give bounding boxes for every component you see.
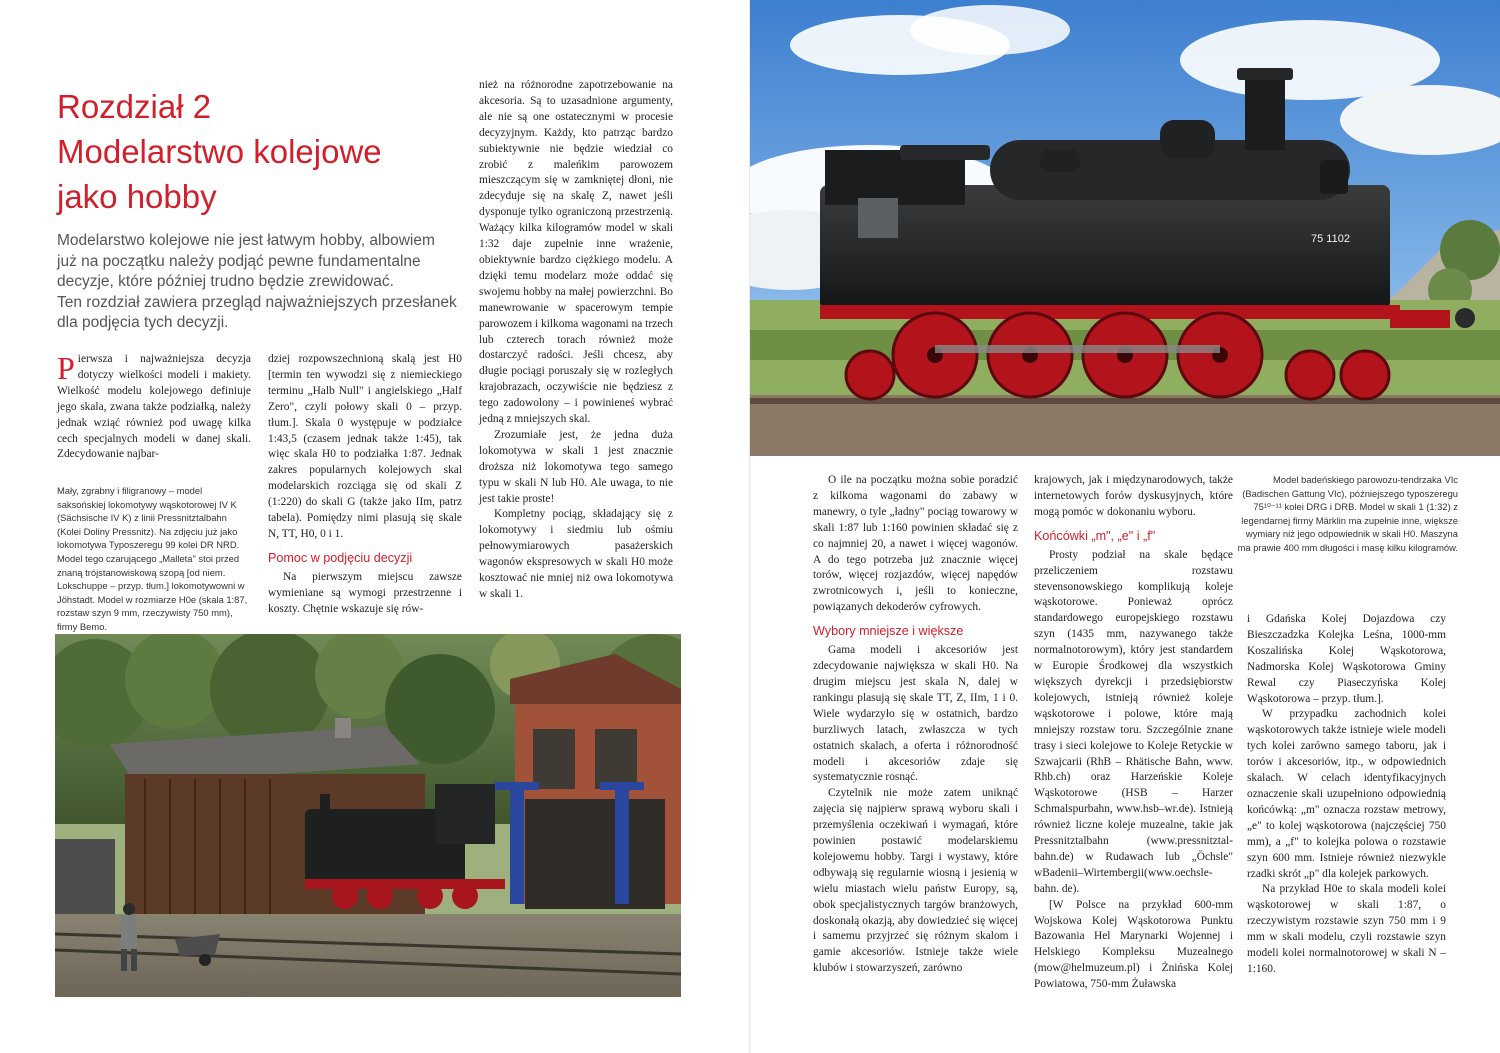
body-paragraph: dziej rozpowszechnioną skalą jest H0 [termin ten wywodzi się z niemieckiego terminu „Halb Null" i angielskiego „Half Zero", czyli połowy skali 0 – przyp. tłum.]. Skala 0 występuje w podziałce 1:43,5 (czasem jednak także 1:45), tak więc skala H0 to podziałka 1:87. Jednak zakres popularnych kolejowych skal modelarskich rozciąga się od skali Z (1:220) do skali G (także jako IIm, patrz tabela). Pomiędzy nimi plasują się skale N, TT, H0, 0 i 1. bbox=[268, 353, 462, 540]
intro-line: decyzje, które później trudno będzie zrewidować. bbox=[57, 273, 394, 290]
body-paragraph: krajowych, jak i międzynarodowych, także internetowych forów dyskusyjnych, które mogą pomóc w dokonaniu wyboru. bbox=[1034, 474, 1233, 518]
body-paragraph: O ile na początku można sobie poradzić z kilkoma wagonami do zabawy w manewry, o tyle „ładny" pociąg towarowy w skali 1:87 lub 1:160 powinien składać się z co najmniej 20, a nawet i więcej wagonów. A do tego potrzeba już znacznie więcej torów, więcej rozjazdów, więcej napędów zwrotnicowych i, jeśli to konieczne, powiązanych dekoderów cyfrowych. bbox=[813, 474, 1018, 614]
body-paragraph: Gama modeli i akcesoriów jest zdecydowanie największa w skali H0. Na drugim miejscu jest skala N, dalej w rankingu plasują się skale TT, Z, IIm, 1 i 0. Wiele wydarzyło się w ostatnich, bardzo burzliwych latach, zwłaszcza w tych ostatnich skalach, a oferta i różnorodność modeli i akcesoriów zdaje się systematycznie rosnąć. bbox=[813, 644, 1018, 784]
right-column-2 bbox=[1034, 473, 1233, 993]
photo-caption-big-loco: Model badeńskiego parowozu-tendrzaka VIc (Badischen Gattung VIc), późniejszego typoszeregu 75¹⁰⁻¹¹ kolei DRG i DRB. Model w skali 1 (1:32) z legendarnej firmy Märklin ma zupełnie inne, większe wymiary niż jego odpowiednik w skali H0. Maszyna ma prawie 400 mm długości i masę kilku kilogramów. bbox=[1237, 474, 1458, 553]
left-column-1 bbox=[57, 352, 251, 463]
chapter-title bbox=[57, 84, 457, 219]
photo-caption-small-loco: Mały, zgrabny i filigranowy – model saksońskiej lokomotywy wąskotorowej IV K (Sächsische IV K) z linii Pressnitztalbahn (Kolei Doliny Pressnitz). Na zdjęciu już jako lokomotywa Typoszeregu 99 kolei DR NRD. Model tego czarującego „Malleta" stoi przed znaną trójstanowiskową szopą [od niem. Lokschuppe – przyp. tłum.] lokomotywowni w Jöhstadt. Model w rozmiarze H0e (skala 1:87, rozstaw szyn 9 mm, rzeczywisty 750 mm), firmy Bemo. bbox=[57, 485, 248, 632]
body-paragraph: i Gdańska Kolej Dojazdowa czy Bieszczadzka Kolejka Leśna, 1000-mm Koszalińska Kolej Wąskotorowa, Nadmorska Kolej Wąskotorowa Gminy Rewal czy Piaseczyńska Kolej Wąskotorowa – przyp. tłum.]. bbox=[1247, 613, 1446, 705]
body-paragraph: nież na różnorodne zapotrzebowanie na akcesoria. Są to uzasadnione argumenty, ale nie są one ostatecznymi w procesie decyzyjnym. Każdy, kto patrząc bardzo subiektywnie nie będzie wiedział co zrobić z maleńkim parowozem mieszczącym się w zamkniętej dłoni, nie zdecyduje się na skalę Z, nawet jeśli dysponuje tylko ograniczoną przestrzenią. Ważący kilka kilogramów model w skali 1:32 daje zupełnie inne wrażenie, obiektywnie bardzo ciężkiego modelu. A dzięki temu modelarz może oddać się swojemu hobby na małej powierzchni. Bo manewrowanie w spacerowym tempie parowozem i kilkoma wagonami na trzech lub czterech torach również może dostarczyć radości. Jeśli chcesz, aby długie pociągi poruszały się w rozległych krajobrazach, oczywiście nie będziesz z tego zadowolony – i powinieneś wybrać jedną z mniejszych skal. bbox=[479, 79, 673, 426]
intro-line: już na początku należy podjąć pewne fundamentalne bbox=[57, 252, 421, 270]
body-paragraph: Zrozumiałe jest, że jedna duża lokomotywa w skali 1 jest znacznie droższa niż lokomotywa tego samego typu w skali N lub H0. Ale uwaga, to nie jest takie proste! bbox=[479, 428, 673, 505]
chapter-intro bbox=[57, 231, 469, 334]
body-paragraph: W przypadku zachodnich kolei wąskotorowych także istnieje wiele modeli tych kolei zarówno samego taboru, jak i torów i akcesoriów, itp., w odpowiednich skalach. W celach identyfikacyjnych oznaczenie skali uzupełniono odpowiednią końcówką: „m" oznacza rozstaw metrowy, „e" to kolej wąskotorowa (najczęściej 750 mm), a „f" to kolejka polowa o rozstawie szyn 600 mm. Istnieje również niezwykle rzadki skrót „p" dla kolejek parkowych. bbox=[1247, 708, 1446, 880]
body-paragraph: Pierwsza i najważniejsza decyzja dotyczy wielkości modeli i makiety. Wielkość modelu kolejowego definiuje jego skala, zwana także podziałką, należy jednak wziąć również pod uwagę kilka cech specjalnych modeli w danej skali. Zdecydowanie najbar- bbox=[57, 350, 251, 461]
left-column-3 bbox=[479, 78, 673, 603]
body-paragraph: Prosty podział na skale będące przeliczeniem rozstawu stevensonowskiego komplikują koleje wąskotorowe. Ponieważ oprócz standardowego europejskiego rozstawu szyn (1435 mm, nazywanego także normalnotorowym), który jest standardem w Europie Środkowej dla wszystkich większych dyrekcji i przedsiębiorstw kolejowych, istnieją również koleje wąskotorowe i polowe, które mają mniejszy rozstaw toru. Szczególnie znane trasy i sieci kolejowe to Koleje Retyckie w Szwajcarii (RhB – Rhätische Bahn, www. Rhb.ch) oraz Harzeńskie Koleje Wąskotorowe (HSB – Harzer Schmalspurbahn, www.hsb–wr.de). Istnieją również liczne koleje muzealne, takie jak Pressnitztalbahn (www.pressnitztal-bahn.de) w Rudawach lub „Öchsle" wBadenii–Wirtembergii(www.oechsle-bahn. de). bbox=[1034, 548, 1233, 895]
body-paragraph: Kompletny pociąg, składający się z lokomotywy i siedmiu lub ośmiu pełnowymiarowych pasażerskich wagonów ekspresowych w skali H0 może kosztować nie mniej niż owa lokomotywa w skali 1. bbox=[479, 508, 673, 600]
intro-line: Modelarstwo kolejowe nie jest łatwym hobby, albowiem bbox=[57, 232, 435, 249]
section-heading: Wybory mniejsze i większe bbox=[813, 624, 964, 639]
body-paragraph: Na przykład H0e to skala modeli kolei wąskotorowej w skali 1:87, o rzeczywistym rozstawie szyn 750 mm i 9 mm w skali modelu, czyli rozstawie szyn modeli kolei normalnotorowej w skali N – 1:160. bbox=[1247, 883, 1446, 975]
body-paragraph: Na pierwszym miejscu zawsze wymieniane są wymogi przestrzenne i koszty. Chętnie wskazuje się rów- bbox=[268, 570, 462, 615]
section-heading: Pomoc w podjęciu decyzji bbox=[268, 550, 413, 565]
intro-line: Ten rozdział zawiera przegląd najważniejszych przesłanek bbox=[57, 293, 457, 311]
left-column-2 bbox=[268, 352, 462, 618]
chapter-title-line: jako hobby bbox=[57, 178, 217, 215]
section-heading: Końcówki „m", „e" i „f" bbox=[1034, 528, 1156, 543]
chapter-title-line: Modelarstwo kolejowe bbox=[57, 133, 382, 170]
chapter-title-line: Rozdział 2 bbox=[57, 88, 212, 125]
photo-steam-locomotive bbox=[750, 0, 1500, 456]
right-page bbox=[750, 0, 1500, 1053]
intro-line: dla podjęcia tych decyzji. bbox=[57, 314, 229, 331]
photo-narrow-gauge-locomotive bbox=[55, 634, 681, 997]
body-paragraph: Czytelnik nie może zatem uniknąć zajęcia się najpierw sprawą wyboru skali i przemyślenia oczekiwań i wymagań, które powinien postawić modelarskiemu kolejowemu hobby. Targi i wystawy, które odbywają się regularnie wiosną i jesienią w wielu miastach wielu państw Europy, są, obok specjalistycznych targów branżowych, doskonałą okazją, aby dowiedzieć się więcej i samemu przyjrzeć się różnym skalom i gamie akcesoriów. Istnieje także wiele klubów i stowarzyszeń, zarówno bbox=[813, 787, 1018, 975]
photo-illustration bbox=[750, 0, 1500, 456]
body-paragraph: [W Polsce na przykład 600-mm Wojskowa Kolej Wąskotorowa Punktu Bazowania Hel Marynarki Wojennej i Helskiego Kompleksu Muzealnego (mow@helmuzeum.pl) i Żnińska Kolej Powiatowa, 750-mm Żuławska bbox=[1034, 898, 1233, 991]
right-column-1 bbox=[813, 473, 1018, 977]
photo-illustration bbox=[55, 634, 681, 997]
right-column-3 bbox=[1247, 612, 1446, 978]
loco-number-plate: 75 1102 bbox=[1311, 233, 1350, 245]
